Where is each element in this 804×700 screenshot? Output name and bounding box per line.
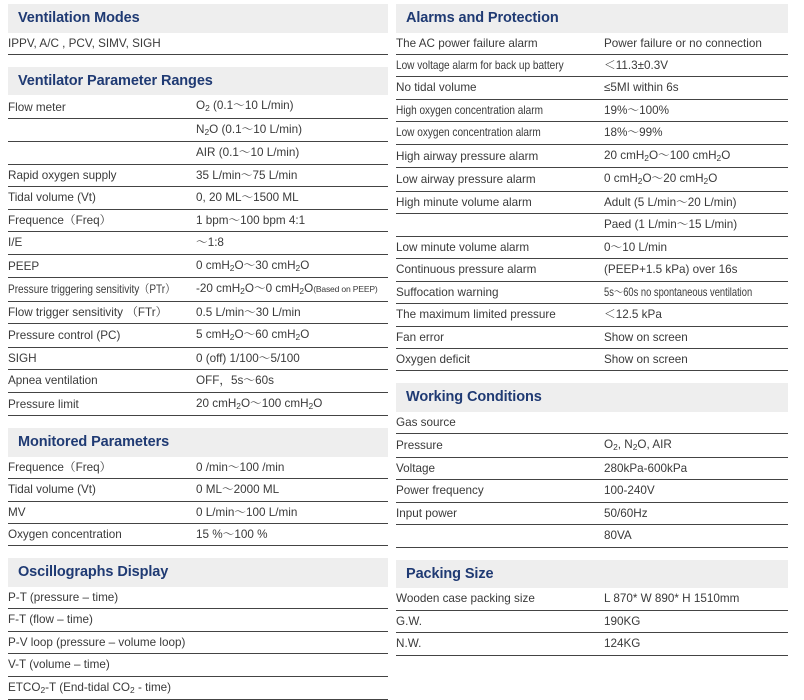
row-label: Oxygen deficit [396, 348, 604, 370]
row-value [604, 610, 788, 632]
table-row [8, 347, 388, 369]
row-label: Frequence（Freq） [8, 209, 196, 231]
row-value [604, 434, 788, 458]
spec-table [396, 412, 788, 548]
section-packing-size [396, 560, 788, 656]
row-value [604, 304, 788, 326]
row-value-text: 80VA [604, 529, 632, 543]
row-text: F-T (flow – time) [8, 609, 388, 631]
row-value [604, 525, 788, 547]
row-label: Voltage [396, 457, 604, 479]
table-row [8, 609, 388, 631]
row-value [196, 457, 388, 479]
row-value-text: L 870* W 890* H 1510mm [604, 592, 740, 606]
row-label [8, 118, 196, 142]
row-value [196, 187, 388, 209]
row-value-text: 0 cmH$_2$O〜30 cmH$_2$O [196, 258, 310, 273]
row-value-text: 0 cmH$_2$O〜20 cmH$_2$O [604, 172, 718, 187]
row-value [196, 301, 388, 323]
row-value-text: Paed (1 L/min〜15 L/min) [604, 218, 738, 232]
row-value [604, 122, 788, 144]
row-value-text: 15 %〜100 % [196, 528, 268, 542]
section-ventilator-parameter-ranges [8, 67, 388, 416]
row-label: Tidal volume (Vt) [8, 187, 196, 209]
row-value [196, 142, 388, 164]
row-label: Tidal volume (Vt) [8, 479, 196, 501]
table-row [396, 144, 788, 168]
row-value-text: 5s～60s no spontaneous ventilation [604, 285, 753, 299]
row-value [604, 144, 788, 168]
table-row [396, 77, 788, 99]
row-value-text: 18%〜99% [604, 126, 663, 140]
row-value-text: 124KG [604, 637, 641, 651]
table-row [396, 259, 788, 281]
section-header: Ventilator Parameter Ranges [8, 67, 388, 96]
row-value [196, 501, 388, 523]
row-text: P-T (pressure – time) [8, 587, 388, 609]
table-row [396, 434, 788, 458]
row-value-text: 0〜10 L/min [604, 240, 668, 254]
table-row [8, 232, 388, 254]
row-value-text: 0.5 L/min〜30 L/min [196, 305, 301, 319]
row-value-text: ＜11.3±0.3V [604, 58, 669, 72]
section-ventilation-modes [8, 4, 388, 55]
row-label: Fan error [396, 326, 604, 348]
row-label: Oxygen concentration [8, 524, 196, 546]
spec-table [8, 33, 388, 55]
section-header: Monitored Parameters [8, 428, 388, 457]
row-value [604, 281, 788, 303]
row-value-text: Show on screen [604, 330, 688, 344]
row-value-text: 20 cmH$_2$O〜100 cmH$_2$O [604, 148, 731, 163]
row-label: Input power [396, 502, 604, 524]
row-value [604, 99, 788, 121]
table-row [396, 122, 788, 144]
table-row [8, 324, 388, 348]
row-value-text: $O_2$, $N_2O$, AIR [604, 438, 672, 453]
row-value-text: 0 L/min〜100 L/min [196, 505, 298, 519]
row-label [8, 278, 196, 302]
row-value-text: Show on screen [604, 352, 688, 366]
row-value [196, 347, 388, 369]
table-row [8, 278, 388, 302]
row-label [396, 99, 604, 121]
table-row [396, 281, 788, 303]
table-row [396, 525, 788, 547]
row-value [604, 588, 788, 610]
row-text: $ETCO_2-T$ (End-tidal $CO_2$ - time) [8, 676, 388, 700]
row-value-text: 0 ML〜2000 ML [196, 483, 280, 497]
table-row [8, 654, 388, 676]
row-value-text: 35 L/min〜75 L/min [196, 168, 298, 182]
table-row [8, 142, 388, 164]
left-column [0, 0, 392, 695]
table-row [396, 33, 788, 55]
table-row [396, 236, 788, 258]
row-label-text: High oxygen concentration alarm [396, 103, 543, 117]
row-label: Power frequency [396, 480, 604, 502]
table-row [8, 676, 388, 700]
row-value [196, 479, 388, 501]
row-value-text: 190KG [604, 614, 641, 628]
row-value [196, 370, 388, 392]
table-row [8, 457, 388, 479]
row-value [604, 633, 788, 655]
table-row [8, 479, 388, 501]
spec-table [396, 588, 788, 655]
section-oscillographs-display [8, 558, 388, 700]
spec-table [8, 457, 388, 547]
row-value [604, 480, 788, 502]
row-label: No tidal volume [396, 77, 604, 99]
table-row [396, 588, 788, 610]
row-value-text: 280kPa-600kPa [604, 461, 688, 475]
row-value-text: OFF，5s〜60s [196, 374, 274, 388]
row-value [196, 164, 388, 186]
row-text: IPPV, A/C , PCV, SIMV, SIGH [8, 33, 388, 55]
table-row [396, 480, 788, 502]
row-label [396, 214, 604, 236]
row-value-text: $N_2O$ (0.1〜10 L/min) [196, 122, 303, 137]
row-value-text: ≤5MI within 6s [604, 81, 679, 95]
row-value [196, 209, 388, 231]
row-value [196, 95, 388, 118]
row-label: Gas source [396, 412, 604, 434]
table-row [396, 168, 788, 192]
table-row [8, 209, 388, 231]
table-row [396, 214, 788, 236]
row-value [604, 259, 788, 281]
row-value [196, 278, 388, 302]
table-row [8, 370, 388, 392]
row-label [396, 525, 604, 547]
table-row [396, 502, 788, 524]
row-value-text: 20 cmH$_2$O〜100 cmH$_2$O [196, 396, 323, 411]
row-value [196, 118, 388, 142]
section-header: Packing Size [396, 560, 788, 589]
row-text: V-T (volume – time) [8, 654, 388, 676]
spec-table [8, 587, 388, 700]
row-value [604, 236, 788, 258]
row-label-text: Low voltage alarm for back up battery [396, 58, 564, 72]
row-value [196, 324, 388, 348]
row-value-text: 〜1:8 [196, 236, 224, 250]
row-label [396, 122, 604, 144]
row-label-text: Low oxygen concentration alarm [396, 126, 541, 140]
row-value [604, 77, 788, 99]
row-label: Pressure limit [8, 392, 196, 416]
table-row [8, 524, 388, 546]
section-monitored-parameters [8, 428, 388, 546]
row-label: G.W. [396, 610, 604, 632]
row-label: Suffocation warning [396, 281, 604, 303]
table-row [8, 164, 388, 186]
row-label: Continuous pressure alarm [396, 259, 604, 281]
section-header: Working Conditions [396, 383, 788, 412]
row-value [604, 168, 788, 192]
row-value [604, 502, 788, 524]
table-row [8, 587, 388, 609]
section-header: Oscillographs Display [8, 558, 388, 587]
row-label [396, 54, 604, 76]
table-row [396, 54, 788, 76]
right-column [392, 0, 804, 683]
row-value-text: Power failure or no connection [604, 36, 762, 50]
row-label: High minute volume alarm [396, 191, 604, 213]
row-value-text: 1 bpm〜100 bpm 4:1 [196, 213, 306, 227]
table-row [8, 187, 388, 209]
table-row [8, 33, 388, 55]
row-value [604, 191, 788, 213]
row-label: The AC power failure alarm [396, 33, 604, 55]
row-label: Pressure control (PC) [8, 324, 196, 348]
table-row [396, 412, 788, 434]
row-text: P-V loop (pressure – volume loop) [8, 631, 388, 653]
row-value [196, 524, 388, 546]
row-value-text: 5 cmH$_2$O〜60 cmH$_2$O [196, 328, 310, 343]
row-value-text: 0 /min〜100 /min [196, 460, 285, 474]
table-row [396, 348, 788, 370]
row-value-text: 0, 20 ML〜1500 ML [196, 191, 299, 205]
row-value [604, 412, 788, 434]
row-label: Pressure [396, 434, 604, 458]
table-row [8, 118, 388, 142]
table-row [396, 99, 788, 121]
row-value-text: 100-240V [604, 484, 655, 498]
row-value-note: (Based on PEEP) [313, 284, 378, 295]
row-label: Flow meter [8, 95, 196, 118]
spec-table [396, 33, 788, 372]
row-value [196, 254, 388, 278]
table-row [8, 301, 388, 323]
row-label: SIGH [8, 347, 196, 369]
row-label: Frequence（Freq） [8, 457, 196, 479]
row-label: Low airway pressure alarm [396, 168, 604, 192]
row-value-text: 0 (off) 1/100〜5/100 [196, 351, 300, 365]
row-label: Apnea ventilation [8, 370, 196, 392]
row-value [604, 457, 788, 479]
section-header: Alarms and Protection [396, 4, 788, 33]
row-value [604, 33, 788, 55]
row-value-text: 50/60Hz [604, 506, 648, 520]
table-row [8, 501, 388, 523]
row-label: High airway pressure alarm [396, 144, 604, 168]
row-value-text: -20 cmH$_2$O〜0 cmH$_2$O [196, 282, 314, 297]
section-header: Ventilation Modes [8, 4, 388, 33]
row-value-text: 19%〜100% [604, 103, 669, 117]
row-value [604, 326, 788, 348]
row-value-text: (PEEP+1.5 kPa) over 16s [604, 263, 738, 277]
table-row [396, 191, 788, 213]
section-alarms-and-protection [396, 4, 788, 371]
table-row [396, 304, 788, 326]
table-row [396, 633, 788, 655]
row-label: The maximum limited pressure [396, 304, 604, 326]
row-value [196, 392, 388, 416]
row-label: Rapid oxygen supply [8, 164, 196, 186]
spec-table [8, 95, 388, 416]
row-value [604, 348, 788, 370]
row-label: Wooden case packing size [396, 588, 604, 610]
row-label: N.W. [396, 633, 604, 655]
section-working-conditions [396, 383, 788, 547]
row-value [604, 214, 788, 236]
table-row [8, 392, 388, 416]
row-label: Low minute volume alarm [396, 236, 604, 258]
table-row [8, 254, 388, 278]
row-value [604, 54, 788, 76]
table-row [8, 95, 388, 118]
row-label: Flow trigger sensitivity （FTr） [8, 301, 196, 323]
row-value-text: ＜12.5 kPa [604, 308, 662, 322]
row-label: MV [8, 501, 196, 523]
row-value-text: AIR (0.1〜10 L/min) [196, 146, 300, 160]
row-value-text: Adult (5 L/min〜20 L/min) [604, 195, 737, 209]
table-row [396, 326, 788, 348]
row-label: I/E [8, 232, 196, 254]
row-label [8, 142, 196, 164]
row-label-text: Pressure triggering sensitivity（PTr） [8, 283, 176, 297]
row-value-text: $O_2$ (0.1〜10 L/min) [196, 99, 294, 114]
table-row [8, 631, 388, 653]
row-label: PEEP [8, 254, 196, 278]
table-row [396, 610, 788, 632]
row-value [196, 232, 388, 254]
table-row [396, 457, 788, 479]
